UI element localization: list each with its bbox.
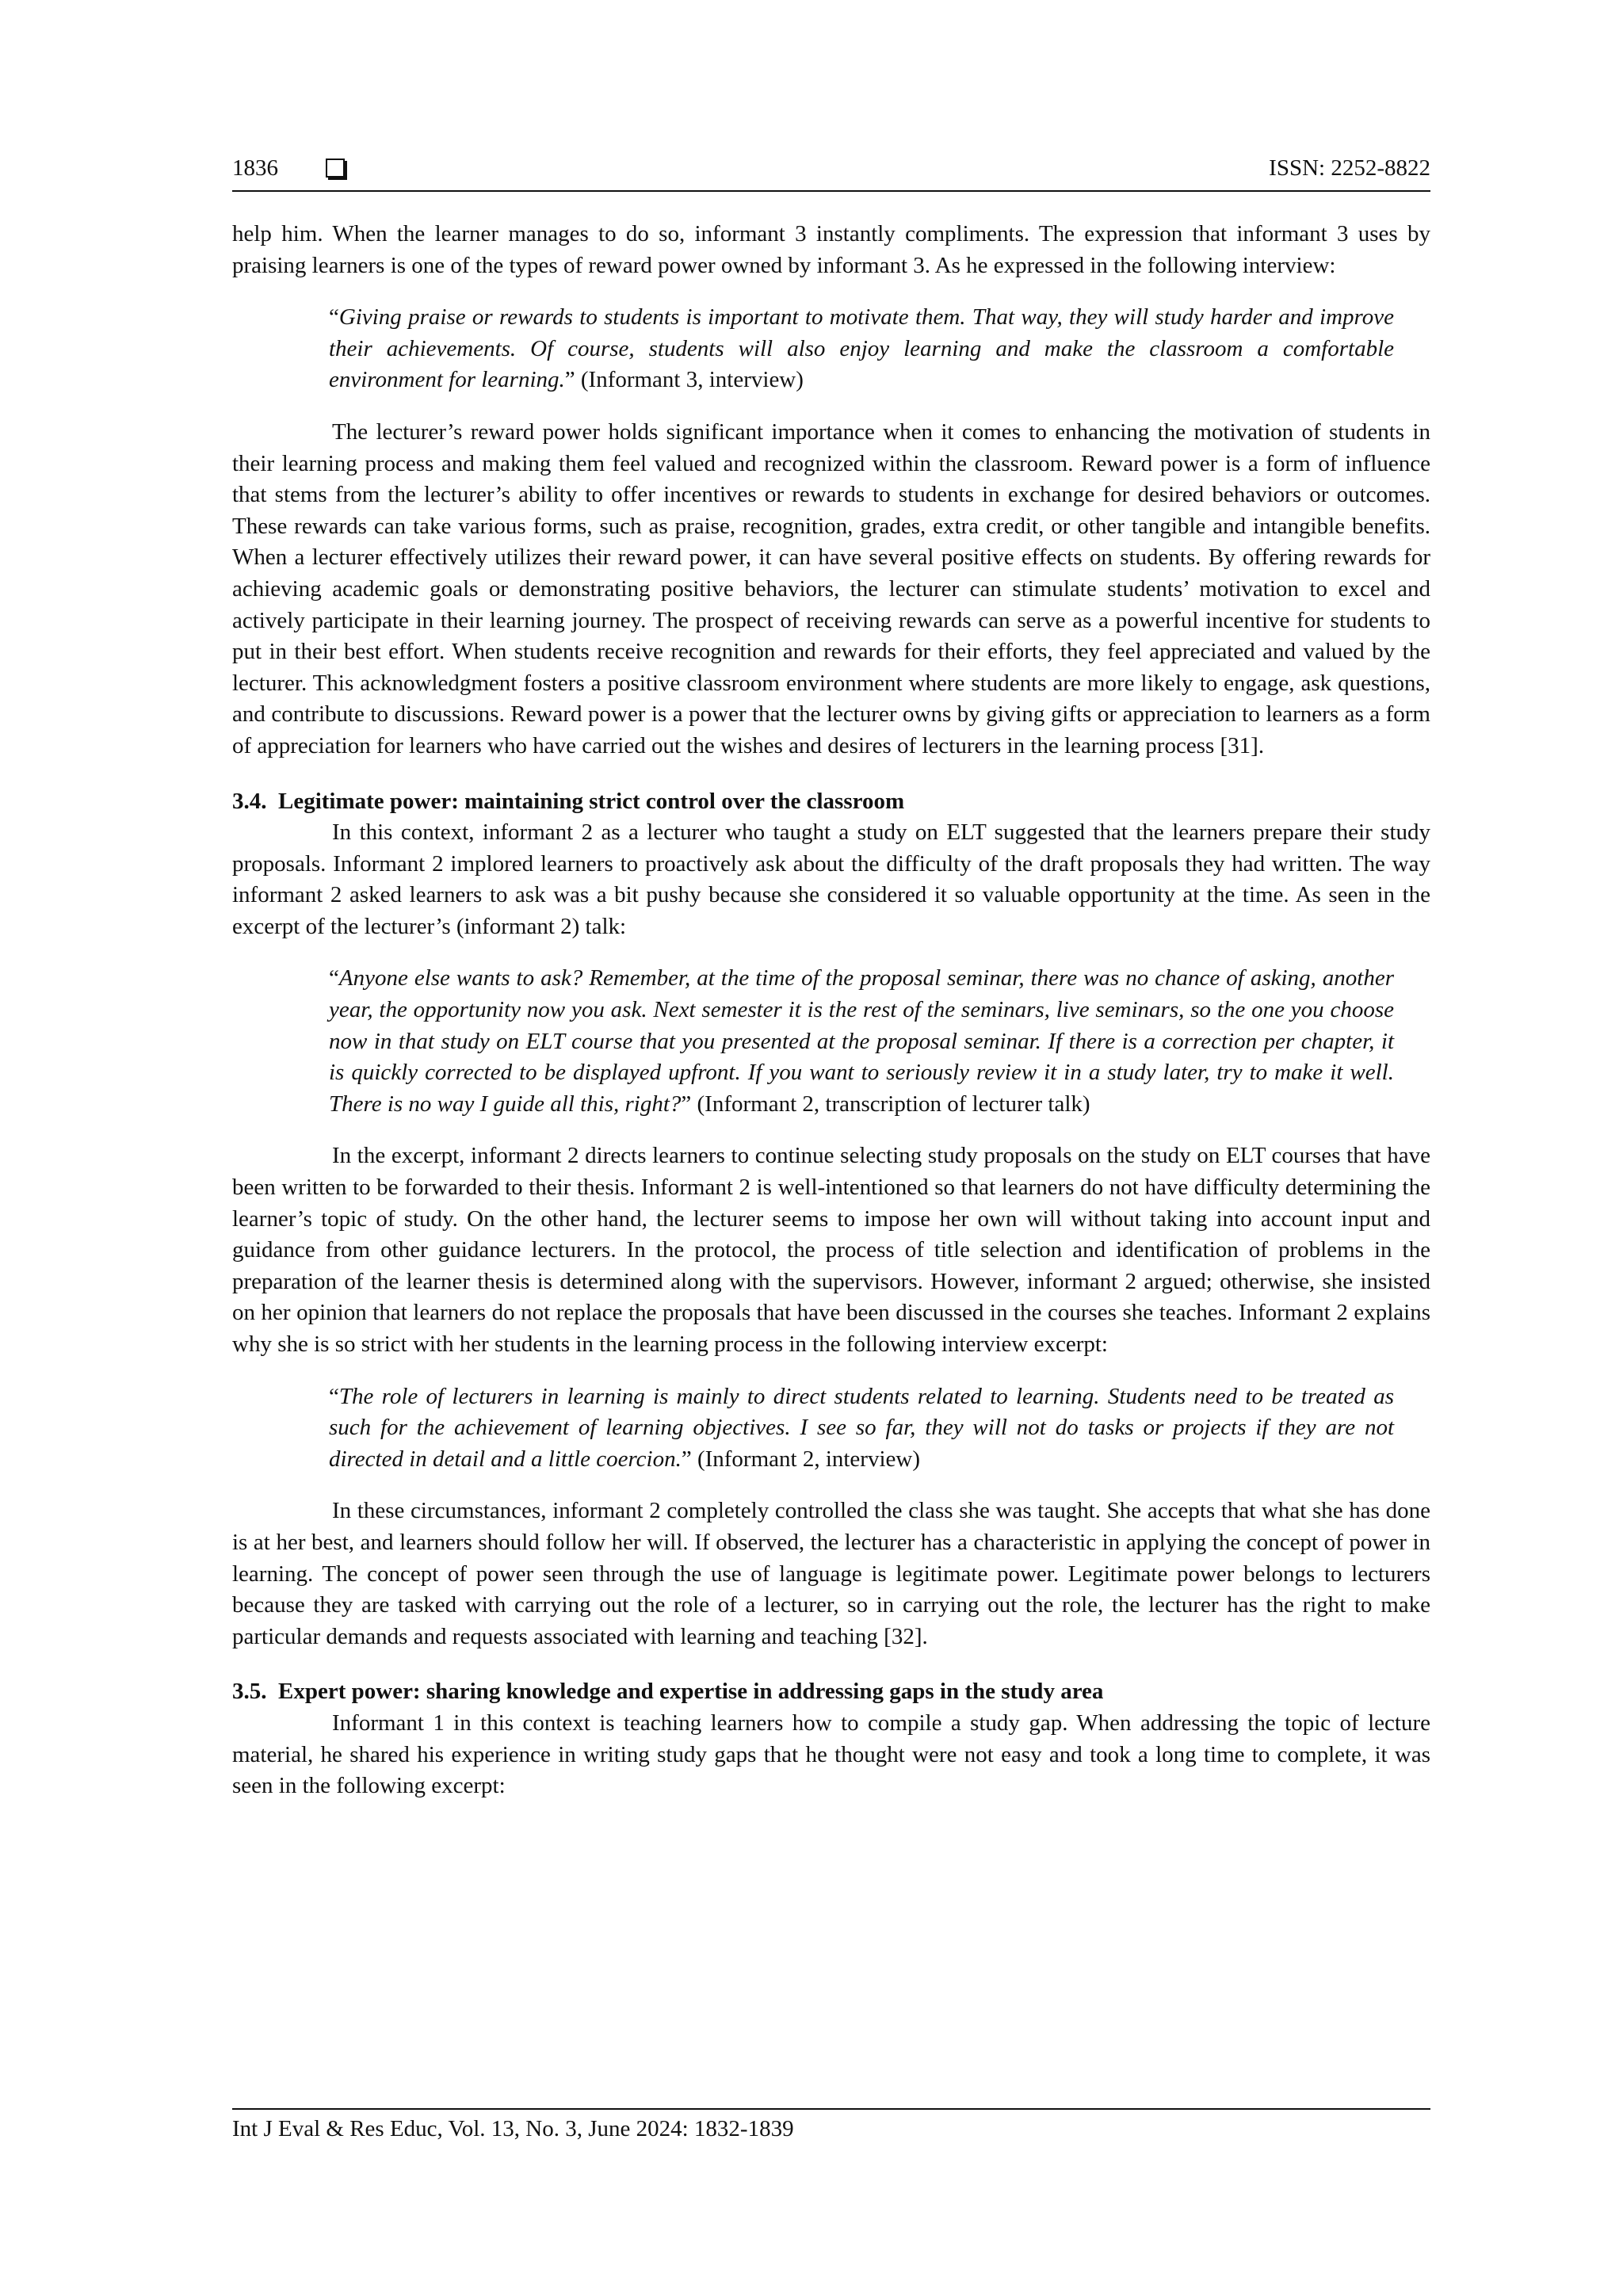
box-bullet-icon: [326, 159, 345, 178]
quote-text: Giving praise or rewards to students is important to motivate them. That way, they will study harder and improve their achievements. Of course, students will also enjoy learning and make the classroom a comfortable environment for learning.: [329, 304, 1394, 393]
quote-text: Anyone else wants to ask? Remember, at the time of the proposal seminar, there was no chance of asking, another year, the opportunity now you ask. Next semester it is the rest of the seminars, live seminars, so the one you choose now in that study on ELT course that you presented at the proposal seminar. If there is a correction per chapter, it is quickly corrected to be displayed upfront. If you want to seriously review it in a study later, try to make it well. There is no way I guide all this, right?: [329, 965, 1394, 1117]
lecturer-talk-quote: “Anyone else wants to ask? Remember, at the time of the proposal seminar, there was no chance of asking, another year, the opportunity now you ask. Next semester it is the rest of the seminars, live seminars, so the one you choose now in that study on ELT course that you presented at the proposal seminar. If there is a correction per chapter, it is quickly corrected to be displayed upfront. If you want to seriously review it in a study later, try to make it well. There is no way I guide all this, right?” (Informant 2, transcription of lecturer talk): [329, 965, 1394, 1117]
paragraph: Informant 1 in this context is teaching learners how to compile a study gap. When addressing the topic of lecture material, he shared his experience in writing study gaps that he thought were not easy and took a long time to complete, it was seen in the following excerpt:: [232, 1710, 1430, 1799]
quote-source: (Informant 2, transcription of lecturer talk): [691, 1091, 1090, 1117]
page-number: 1836: [232, 155, 278, 181]
paragraph: In the excerpt, informant 2 directs learners to continue selecting study proposals on the study on ELT courses that have been written to be forwarded to their thesis. Informant 2 is well-intentioned so that learners do not have difficulty determining the learner’s topic of study. On the other hand, the lecturer seems to impose her own will without taking into account input and guidance from other guidance lecturers. In the protocol, the process of title selection and identification of problems in the preparation of the learner thesis is determined along with the supervisors. However, informant 2 argued; otherwise, she insisted on her opinion that learners do not replace the proposals that have been discussed in the courses she teaches. Informant 2 explains why she is so strict with her students in the learning process in the following interview excerpt:: [232, 1143, 1430, 1357]
issn-label: ISSN: 2252-8822: [1269, 155, 1430, 181]
paragraph: In these circumstances, informant 2 completely controlled the class she was taught. She accepts that what she has done is at her best, and learners should follow her will. If observed, the lecturer has a characteristic in applying the concept of power in learning. The concept of power seen through the use of language is legitimate power. Legitimate power belongs to lecturers because they are tasked with carrying out the role of a lecturer, so in carrying out the role, the lecturer has the right to make particular demands and requests associated with learning and teaching [32].: [232, 1498, 1430, 1649]
page-footer: [232, 2108, 1430, 2142]
interview-quote: “Giving praise or rewards to students is important to motivate them. That way, they will study harder and improve their achievements. Of course, students will also enjoy learning and make the classroom a comfortable environment for learning.” (Informant 3, interview): [329, 304, 1394, 393]
page-header: [232, 155, 1430, 192]
journal-citation: Int J Eval & Res Educ, Vol. 13, No. 3, June 2024: 1832-1839: [232, 2116, 794, 2141]
article-body: [232, 219, 1430, 1802]
section-heading: 3.5. Expert power: sharing knowledge and expertise in addressing gaps in the study area: [232, 1679, 1104, 1705]
paragraph: The lecturer’s reward power holds significant importance when it comes to enhancing the motivation of students in their learning process and making them feel valued and recognized within the classroom. Reward power is a form of influence that stems from the lecturer’s ability to offer incentives or rewards to students in exchange for desired behaviors or outcomes. These rewards can take various forms, such as praise, recognition, grades, extra credit, or other tangible and intangible benefits. When a lecturer effectively utilizes their reward power, it can have several positive effects on students. By offering rewards for achieving academic goals or demonstrating positive behaviors, the lecturer can stimulate students’ motivation to excel and actively participate in their learning journey. The prospect of receiving rewards can serve as a powerful incentive for students to put in their best effort. When students receive recognition and rewards for their efforts, they feel appreciated and valued by the lecturer. This acknowledgment fosters a positive classroom environment where students are more likely to engage, ask questions, and contribute to discussions. Reward power is a power that the lecturer owns by giving gifts or appreciation to learners as a form of appreciation for learners who have carried out the wishes and desires of lecturers in the learning process [31].: [232, 418, 1430, 758]
interview-quote: “The role of lecturers in learning is mainly to direct students related to learning. Students need to be treated as such for the achievement of learning objectives. I see so far, they will not do tasks or projects if they are not directed in detail and a little coercion.” (Informant 2, interview): [329, 1383, 1394, 1472]
quote-text: The role of lecturers in learning is mainly to direct students related to learning. Students need to be treated as such for the achievement of learning objectives. I see so far, they will not do tasks or projects if they are not directed in detail and a little coercion.: [329, 1383, 1394, 1472]
paragraph: help him. When the learner manages to do so, informant 3 instantly compliments. The expression that informant 3 uses by praising learners is one of the types of reward power owned by informant 3. As he expressed in the following interview:: [232, 221, 1430, 278]
quote-source: (Informant 3, interview): [575, 367, 804, 393]
paragraph: In this context, informant 2 as a lecturer who taught a study on ELT suggested that the learners prepare their study proposals. Informant 2 implored learners to proactively ask about the difficulty of the draft proposals they had written. The way informant 2 asked learners to ask was a bit pushy because she considered it so valuable opportunity at the time. As seen in the excerpt of the lecturer’s (informant 2) talk:: [232, 819, 1430, 939]
quote-source: (Informant 2, interview): [691, 1446, 920, 1472]
page: [232, 0, 1430, 2296]
section-heading: 3.4. Legitimate power: maintaining strict control over the classroom: [232, 788, 905, 814]
